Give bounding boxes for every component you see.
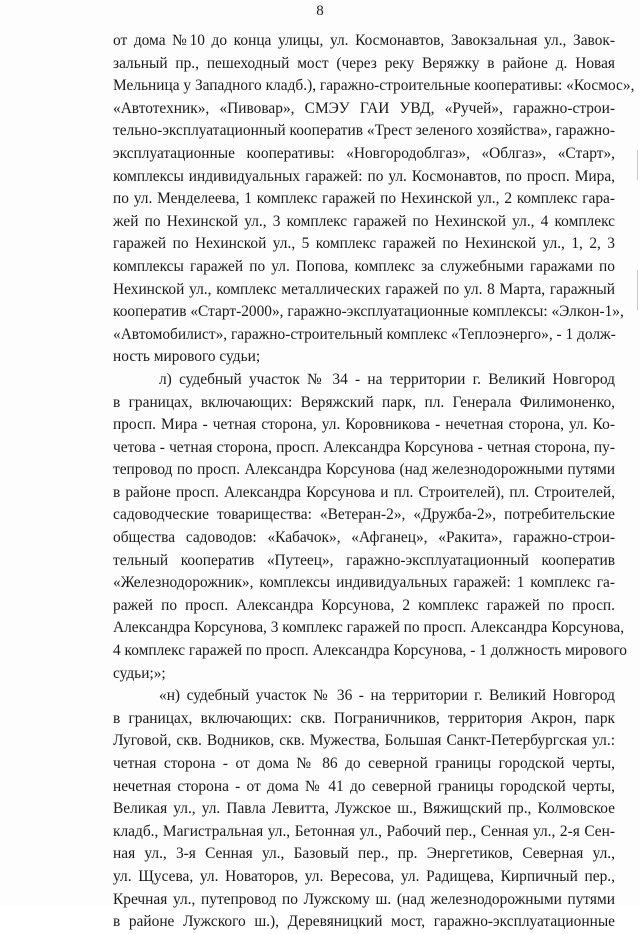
text-line: Луговой, скв. Водников, скв. Мужества, Большая Санкт-Петербургская ул.: — [113, 732, 615, 750]
text-line: Мельница у Западного кладб.), гаражно-строительные кооперативы: «Космос», — [113, 77, 635, 95]
text-line: общества садоводов: «Кабачок», «Афганец», «Ракита», гаражно-строи- — [113, 529, 615, 547]
text-line: зальный пр., пешеходный мост (через реку Веряжку в районе д. Новая — [113, 54, 615, 72]
text-line: Великая ул., ул. Павла Левитта, Лужское ш., Вяжищский пр., Колмовское — [113, 800, 615, 818]
text-line: л) судебный участок № 34 - на территории г. Великий Новгород — [159, 370, 615, 388]
text-line: «Железнодорожник», комплексы индивидуальных гаражей: 1 комплекс га- — [113, 574, 615, 592]
text-line: тепровод по просп. Александра Корсунова (над железнодорожными путями — [113, 461, 615, 479]
text-line: по ул. Менделеева, 1 комплекс гаражей по Нехинской ул., 2 комплекс гара- — [113, 190, 615, 208]
text-line: нечетная сторона - от дома № 41 до северной границы городской черты, — [113, 777, 615, 795]
text-line: «Автотехник», «Пивовар», СМЭУ ГАИ УВД, «Ручей», гаражно-строи- — [113, 99, 615, 117]
text-line: комплексы гаражей по ул. Попова, комплекс за служебными гаражами по — [113, 257, 615, 275]
text-line: от дома №10 до конца улицы, ул. Космонавтов, Завокзальная ул., Завок- — [113, 32, 615, 49]
text-line: жей по Нехинской ул., 3 комплекс гаражей по Нехинской ул., 4 комплекс — [113, 212, 615, 230]
text-line: в районе просп. Александра Корсунова и пл. Строителей), пл. Строителей, — [113, 483, 615, 501]
text-line: тельно-эксплуатационный кооператив «Трест зеленого хозяйства», гаражно- — [113, 122, 615, 140]
text-line: четная сторона - от дома № 86 до северной границы городской черты, — [113, 755, 615, 772]
text-line: Нехинской ул., комплекс металлических гаражей по ул. 8 Марта, гаражный — [113, 280, 615, 298]
text-line: гаражей по Нехинской ул., 5 комплекс гаражей по Нехинской ул., 1, 2, 3 — [113, 235, 615, 253]
text-line: «н) судебный участок № 36 - на территории г. Великий Новгород — [159, 687, 615, 705]
text-line: садоводческие товарищества: «Ветеран-2», «Дружба-2», потребительские — [113, 506, 615, 524]
text-line: Александра Корсунова, 3 комплекс гаражей по просп. Александра Корсунова, — [113, 619, 625, 637]
text-line: Кречная ул., путепровод по Лужскому ш. (над железнодорожными путями — [113, 890, 615, 908]
text-line: четова - четная сторона, просп. Александра Корсунова - четная сторона, пу- — [113, 438, 615, 456]
text-line: просп. Мира - четная сторона, ул. Коровникова - нечетная сторона, ул. Ко- — [113, 416, 615, 434]
scan-edge-mark — [637, 150, 638, 180]
scan-edge-mark — [637, 270, 638, 310]
text-line: в границах, включающих: Веряжский парк, пл. Генерала Филимоненко, — [113, 393, 615, 411]
text-line: тельный кооператив «Путеец», гаражно-эксплуатационный кооператив — [113, 551, 615, 569]
text-line: кооператив «Старт-2000», гаражно-эксплуатационные комплексы: «Элкон-1», — [113, 303, 624, 321]
page-number: 8 — [316, 3, 324, 19]
document-body — [113, 30, 635, 934]
text-line: в границах, включающих: скв. Пограничников, территория Акрон, парк — [113, 709, 615, 727]
text-line: ражей по просп. Александра Корсунова, 2 комплекс гаражей по просп. — [113, 596, 615, 614]
text-line: комплексы индивидуальных гаражей: по ул. Космонавтов, по просп. Мира, — [113, 167, 615, 185]
text-line: ность мирового судьи; — [113, 348, 261, 366]
text-line: ул. Щусева, ул. Новаторов, ул. Вересова, ул. Радищева, Кирпичный пер., — [113, 867, 615, 885]
text-line: судьи;»; — [113, 664, 166, 682]
text-line: в районе Лужского ш.), Деревяницкий мост, гаражно-эксплуатационные — [113, 913, 615, 931]
text-line: кладб., Магистральная ул., Бетонная ул., Рабочий пер., Сенная ул., 2-я Сен- — [113, 822, 615, 840]
text-line: «Автомобилист», гаражно-строительный комплекс «Теплоэнерго», - 1 долж- — [113, 325, 616, 343]
text-line: эксплуатационные кооперативы: «Новгородоблгаз», «Облгаз», «Старт», — [113, 144, 615, 162]
text-line: ная ул., 3-я Сенная ул., Базовый пер., пр. Энергетиков, Северная ул., — [113, 845, 615, 863]
text-line: 4 комплекс гаражей по просп. Александра Корсунова, - 1 должность мирового — [113, 642, 627, 660]
